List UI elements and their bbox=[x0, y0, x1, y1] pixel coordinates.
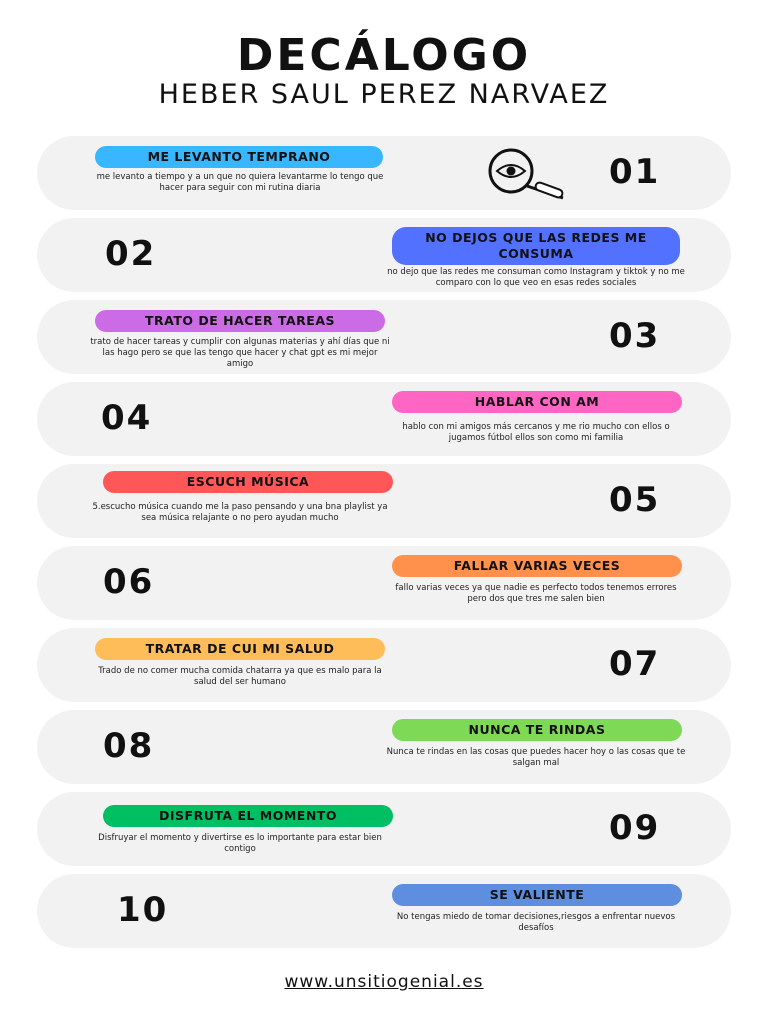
decalogue-item-6 bbox=[37, 546, 731, 620]
item-6-label: FALLAR VARIAS VECES bbox=[392, 555, 682, 577]
item-1-label: ME LEVANTO TEMPRANO bbox=[95, 146, 383, 168]
website-link[interactable]: www.unsitiogenial.es bbox=[284, 972, 484, 992]
item-6-number: 06 bbox=[103, 562, 155, 602]
item-9-description: Disfruyar el momento y divertirse es lo importante para estar bien contigo bbox=[98, 833, 382, 854]
item-1-number: 01 bbox=[609, 152, 661, 192]
item-10-label: SE VALIENTE bbox=[392, 884, 682, 906]
item-2-description: no dejo que las redes me consuman como Instagram y tiktok y no me comparo con lo que veo en esas redes sociales bbox=[387, 267, 685, 288]
decalogue-item-10 bbox=[37, 874, 731, 948]
decalogue-item-4 bbox=[37, 382, 731, 456]
decalogue-item-8 bbox=[37, 710, 731, 784]
page-subtitle: HEBER SAUL PEREZ NARVAEZ bbox=[158, 79, 610, 110]
item-3-label: TRATO DE HACER TAREAS bbox=[95, 310, 385, 332]
item-4-label: HABLAR CON AM bbox=[392, 391, 682, 413]
decalogue-item-3 bbox=[37, 300, 731, 374]
item-2-number: 02 bbox=[105, 234, 157, 274]
decalogue-item-5 bbox=[37, 464, 731, 538]
decalogue-item-9 bbox=[37, 792, 731, 866]
item-3-number: 03 bbox=[609, 316, 661, 356]
item-8-description: Nunca te rindas en las cosas que puedes hacer hoy o las cosas que te salgan mal bbox=[386, 747, 686, 768]
item-2-label: NO DEJOS QUE LAS REDES ME CONSUMA bbox=[392, 227, 680, 265]
page-title: DECÁLOGO bbox=[236, 30, 532, 81]
item-4-description: hablo con mi amigos más cercanos y me rio mucho con ellos o jugamos fútbol ellos son como mi familia bbox=[402, 422, 670, 443]
item-1-description: me levanto a tiempo y a un que no quiera levantarme lo tengo que hacer para seguir con mi rutina diaria bbox=[96, 172, 384, 193]
item-7-label: TRATAR DE CUI MI SALUD bbox=[95, 638, 385, 660]
item-9-number: 09 bbox=[609, 808, 661, 848]
item-10-number: 10 bbox=[117, 890, 169, 930]
magnifier-eye-icon bbox=[483, 148, 569, 200]
decalogue-item-7 bbox=[37, 628, 731, 702]
item-5-description: 5.escucho música cuando me la paso pensando y una bna playlist ya sea música relajante o no pero ayudan mucho bbox=[92, 502, 388, 523]
item-6-description: fallo varias veces ya que nadie es perfecto todos tenemos errores pero dos que tres me salen bien bbox=[395, 583, 677, 604]
item-5-label: ESCUCH MÚSICA bbox=[103, 471, 393, 493]
item-8-label: NUNCA TE RINDAS bbox=[392, 719, 682, 741]
decalogue-item-1 bbox=[37, 136, 731, 210]
item-5-number: 05 bbox=[609, 480, 661, 520]
item-7-number: 07 bbox=[609, 644, 661, 684]
item-4-number: 04 bbox=[101, 398, 153, 438]
item-9-label: DISFRUTA EL MOMENTO bbox=[103, 805, 393, 827]
item-7-description: Trado de no comer mucha comida chatarra ya que es malo para la salud del ser humano bbox=[98, 666, 382, 687]
item-8-number: 08 bbox=[103, 726, 155, 766]
item-3-description: trato de hacer tareas y cumplir con algunas materias y ahí días que ni las hago pero se que las tengo que hacer y chat gpt es mi mejor amigo bbox=[90, 337, 390, 369]
decalogue-item-2 bbox=[37, 218, 731, 292]
item-10-description: No tengas miedo de tomar decisiones,riesgos a enfrentar nuevos desafíos bbox=[396, 912, 676, 933]
